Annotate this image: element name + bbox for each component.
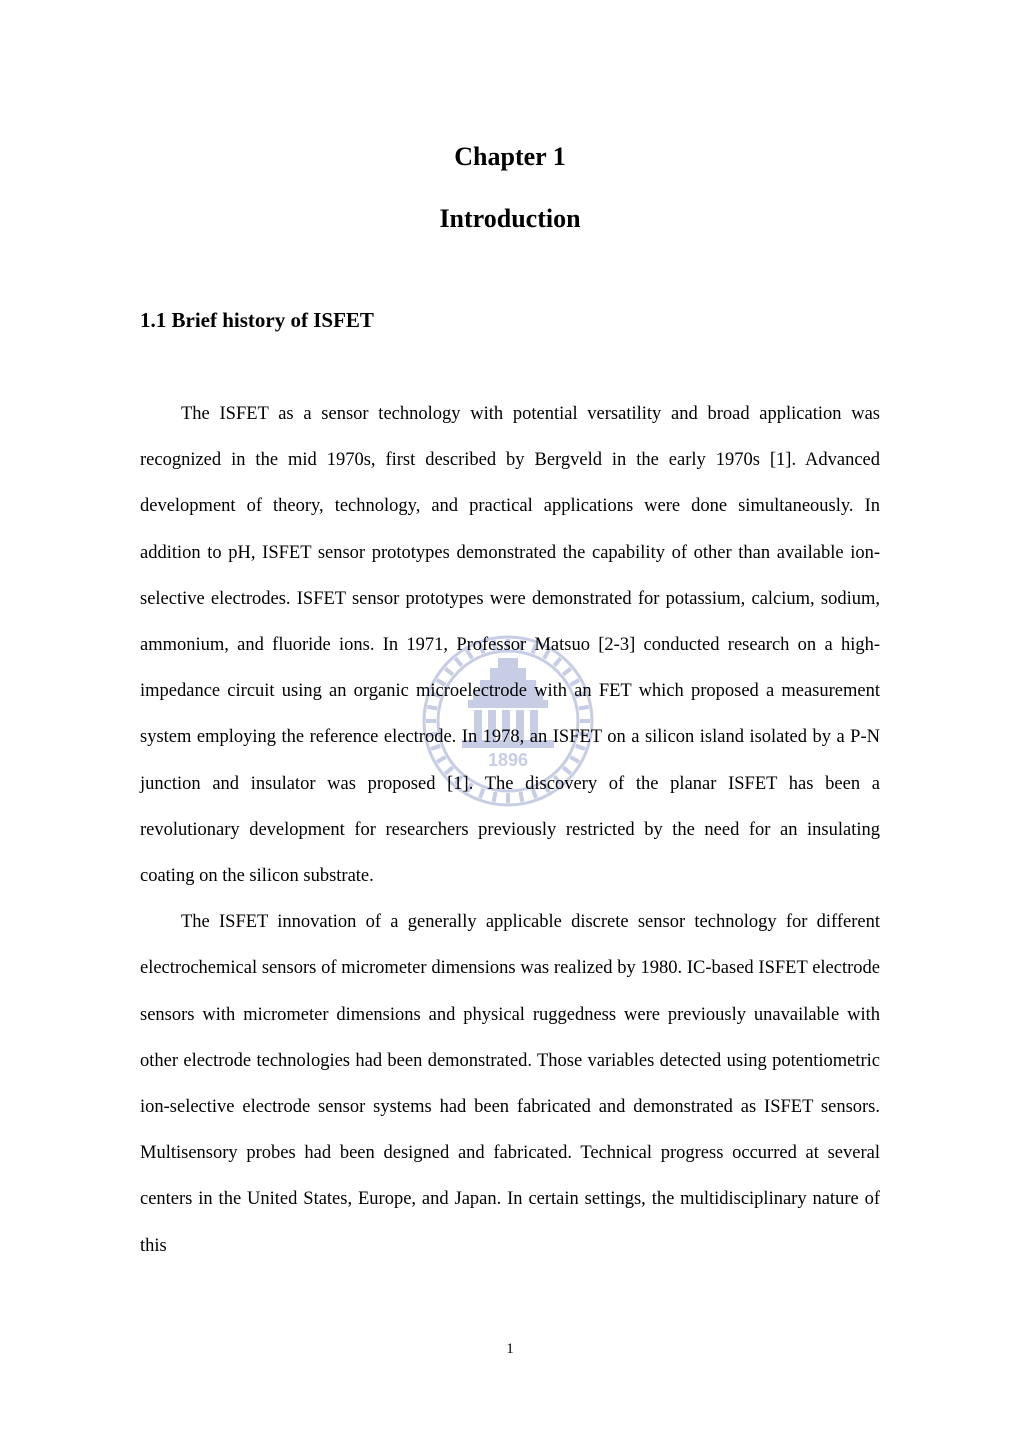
- paragraph: The ISFET as a sensor technology with potential versatility and broad application was recognized in the mid 1970s, first described by Bergveld in the early 1970s [1]. Advanced development of theory, technology, and practical applications were done simultaneously. In addition to pH, ISFET sensor prototypes demonstrated the capability of other than available ion-selective electrodes. ISFET sensor prototypes were demonstrated for potassium, calcium, sodium, ammonium, and fluoride ions. In 1971, Professor Matsuo [2-3] conducted research on a high-impedance circuit using an organic microelectrode with an FET which proposed a measurement system employing the reference electrode. In 1978, an ISFET on a silicon island isolated by a P-N junction and insulator was proposed [1]. The discovery of the planar ISFET has been a revolutionary development for researchers previously restricted by the need for an insulating coating on the silicon substrate.: [140, 404, 880, 887]
- body-text: [140, 391, 880, 1269]
- paragraph: The ISFET innovation of a generally applicable discrete sensor technology for different electrochemical sensors of micrometer dimensions was realized by 1980. IC-based ISFET electrode sensors with micrometer dimensions and physical ruggedness were previously unavailable with other electrode technologies had been demonstrated. Those variables detected using potentiometric ion-selective electrode sensor systems had been fabricated and demonstrated as ISFET sensors. Multisensory probes had been designed and fabricated. Technical progress occurred at several centers in the United States, Europe, and Japan. In certain settings, the multidisciplinary nature of this: [140, 912, 880, 1256]
- section-heading: 1.1 Brief history of ISFET: [140, 308, 374, 332]
- page-number: 1: [506, 1341, 514, 1357]
- chapter-title-heading: Introduction: [439, 204, 581, 233]
- chapter-number-heading: Chapter 1: [454, 142, 566, 171]
- seal-year: 1896: [487, 750, 529, 770]
